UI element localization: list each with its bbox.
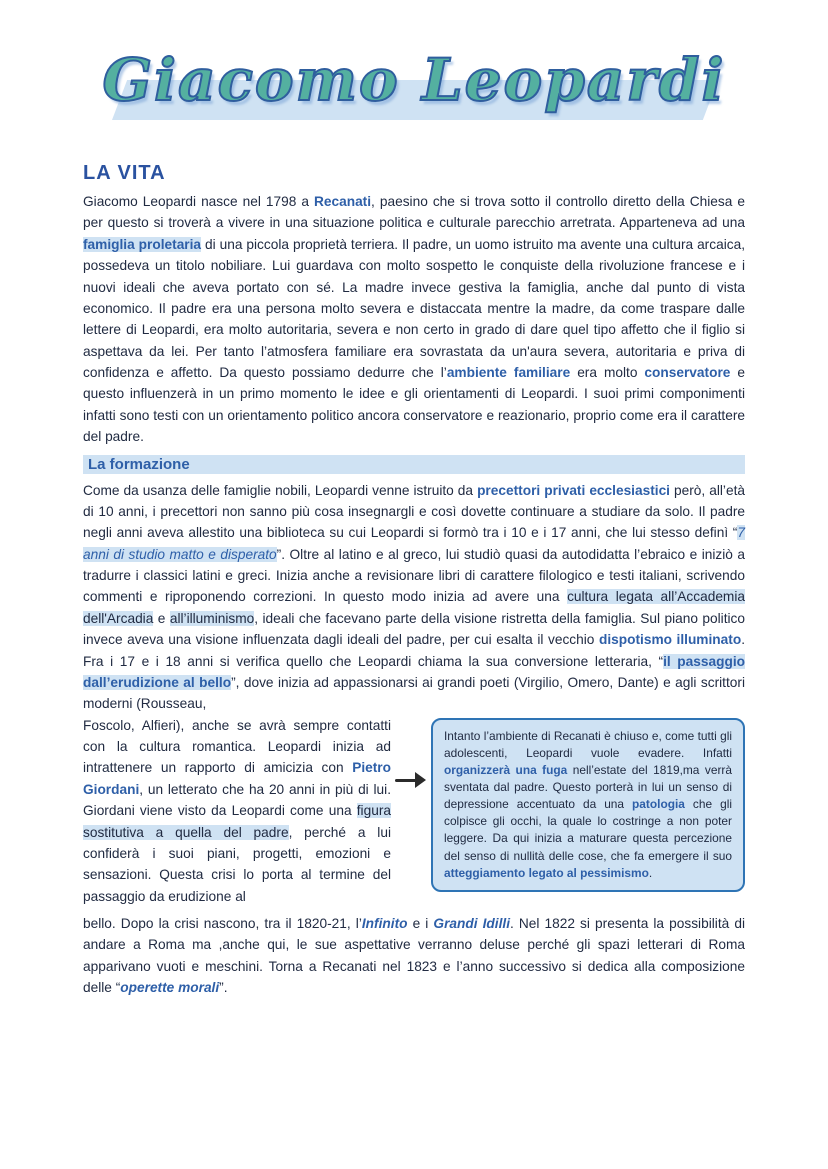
paragraph-la-vita: Giacomo Leopardi nasce nel 1798 a Recanati, paesino che si trova sotto il controllo diretto della Chiesa e per questo si troverà a vivere in una situazione politica e culturale parecchio arretrata. Apparteneva ad una famiglia proletaria di una piccola proprietà terriera. Il padre, un uomo istruito ma avente una cultura arcaica, possedeva un titolo nobiliare. Lui guardava con molto sospetto le conquiste della rivoluzione francese e i nuovi ideali che aveva portato con sé. La madre invece gestiva la famiglia, anche dal punto di vista economico. Il padre era una persona molto severa e distaccata mentre la madre, da come traspare dalle lettere di Leopardi, era molto autoritaria, severa e non certo in grado di dare quel tipo affetto che il figlio si aspettava da lei. Per tanto l’atmosfera familiare era sovrastata da un'aura severa, autoritaria e priva di confidenza e affetto. Da questo possiamo dedurre che l’ambiente familiare era molto conservatore e questo influenzerà in un primo momento le idee e gli orientamenti di Leopardi. I suoi primi componimenti infatti sono testi con un orientamento politico ancora conservatore e reazionario, proprio come era il carattere del padre. (83, 194, 745, 445)
document-title-block (0, 46, 828, 142)
arrow-head (415, 772, 426, 788)
text-and-callout-row (83, 715, 745, 907)
document-title: Giacomo Leopardi (102, 46, 726, 114)
document-content (0, 162, 828, 999)
callout-box (431, 718, 745, 892)
paragraph-formazione-closing: bello. Dopo la crisi nascono, tra il 1820-21, l’Infinito e i Grandi Idilli. Nel 1822 si presenta la possibilità di andare a Roma ma ,anche qui, le sue aspettative verranno deluse perché gli spazi letterari di Roma apparivano vuoti e meschini. Torna a Recanati nel 1823 e l’anno successivo si dedica alla composizione delle “operette morali”. (83, 916, 745, 996)
arrow-stem (395, 779, 417, 782)
section-heading-la-vita: LA VITA (83, 162, 166, 184)
paragraph-formazione-column: Foscolo, Alfieri), anche se avrà sempre contatti con la cultura romantica. Leopardi inizia ad intrattenere un rapporto di amicizia con Pietro Giordani, un letterato che ha 20 anni in più di lui. Giordani viene visto da Leopardi come una figura sostitutiva a quella del padre, perché a lui confiderà i suoi piani, progetti, emozioni e sensazioni. Questa crisi lo porta al termine del passaggio da erudizione al (83, 717, 391, 904)
paragraph-formazione-full: Come da usanza delle famiglie nobili, Leopardi venne istruito da precettori privati ecclesiastici però, all’età di 10 anni, i precettori non sanno più cosa insegnargli e così dovette continuare a studiare da solo. Il padre negli anni aveva allestito una biblioteca su cui Leopardi si formò tra i 10 e i 17 anni, che lui stesso definì “7 anni di studio matto e disperato”. Oltre al latino e al greco, lui studiò quasi da autodidatta l’ebraico e iniziò a tradurre i classici latini e greci. Inizia anche a revisionare libri di carattere filologico e testi italiani, scrivendo commenti e riproponendo correzioni. In questo modo inizia ad avere una cultura legata all’Accademia dell'Arcadia e all’illuminismo, ideali che facevano parte della visione ristretta della famiglia. Sul piano politico invece aveva una visione influenzata dagli ideali del padre, per cui esalta il vecchio dispotismo illuminato. Fra i 17 e i 18 anni si verifica quello che Leopardi chiama la sua conversione letteraria, “il passaggio dall’erudizione al bello”, dove inizia ad appassionarsi ai grandi poeti (Virgilio, Omero, Dante) e agli scrittori moderni (Rousseau, (83, 482, 745, 712)
callout-text: Intanto l’ambiente di Recanati è chiuso e, come tutti gli adolescenti, Leopardi vuole evadere. Infatti organizzerà una fuga nell’estate del 1819,ma verrà sventata dal padre. Questo porterà in lui un senso di depressione accentuato da una patologia che gli colpisce gli occhi, la quale lo costringe a non poter leggere. Da qui inizia a maturare questa percezione del senso di nullità delle cose, che fa emergere il suo atteggiamento legato al pessimismo. (444, 728, 732, 880)
arrow-icon (391, 771, 431, 791)
section-heading-la-formazione: La formazione (83, 455, 745, 474)
